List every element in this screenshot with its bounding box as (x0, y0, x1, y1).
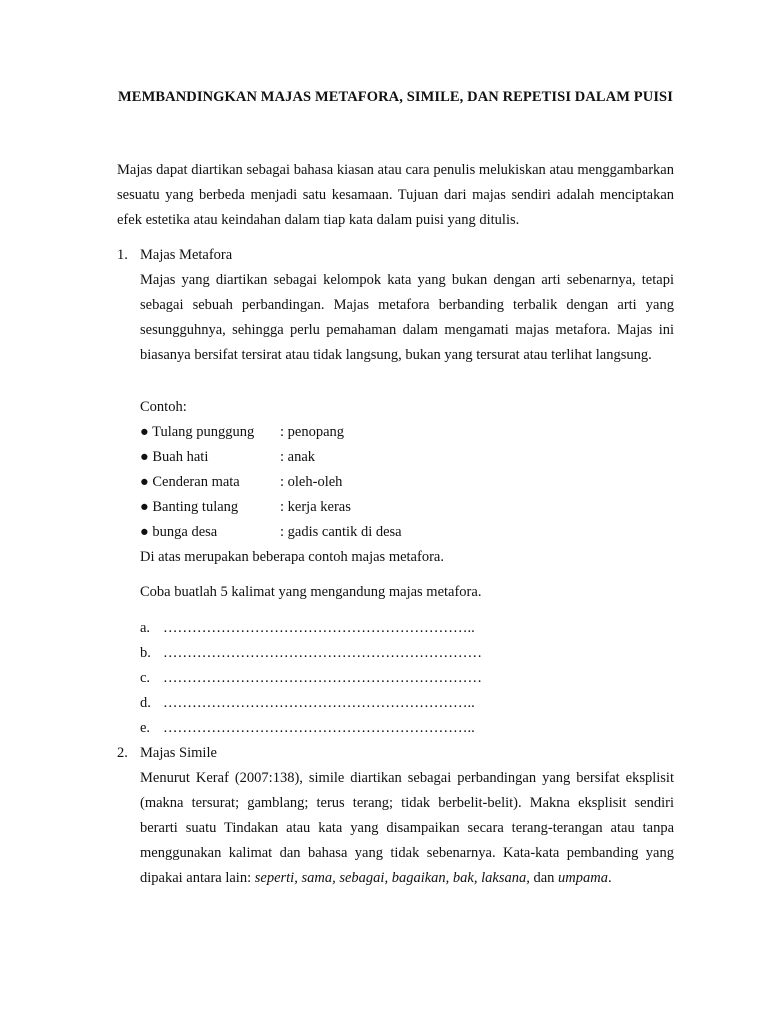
example-row (140, 470, 342, 495)
section-2-body (140, 766, 674, 891)
document-title: MEMBANDINGKAN MAJAS METAFORA, SIMILE, DAN REPETISI DALAM PUISI (118, 89, 673, 105)
answer-dots: ……………………………………………………….. (163, 695, 475, 711)
answer-dots: ……………………………………………………….. (163, 720, 475, 736)
example-meaning: : anak (280, 449, 316, 465)
example-term: ● bunga desa (140, 524, 218, 540)
section-1-title: Majas Metafora (140, 247, 233, 263)
answer-line (140, 616, 475, 641)
section-1-heading (117, 243, 232, 268)
section-2-body-text: Menurut Keraf (2007:138), simile diartikan sebagai perbandingan yang bersifat eksplisit (makna tersurat; gamblang; terus terang; tidak berbelit-belit). Makna eksplisit sendiri berarti suatu Tindakan atau kata yang disampaikan secara terang-terangan atau tanpa menggunakan kalimat dan bahasa yang tidak sebenarnya. Kata-kata pembanding yang dipakai antara lain: (140, 770, 674, 886)
answer-label: a. (140, 620, 151, 636)
answer-line (140, 666, 482, 691)
comparison-word: seperti, (254, 870, 298, 886)
section-2-heading (117, 741, 217, 766)
answer-label: c. (140, 670, 151, 686)
example-term: ● Cenderan mata (140, 474, 240, 490)
example-meaning: : kerja keras (280, 499, 351, 515)
section-1-number: 1. (117, 247, 128, 263)
conjunction: dan (533, 870, 555, 886)
example-meaning: : penopang (280, 424, 345, 440)
example-term: ● Tulang punggung (140, 424, 255, 440)
answer-label: d. (140, 695, 151, 711)
comparison-word: bak, (452, 870, 478, 886)
example-meaning: : gadis cantik di desa (280, 524, 402, 540)
comparison-word: umpama (558, 870, 608, 886)
answer-line (140, 716, 475, 741)
section-1-body: Majas yang diartikan sebagai kelompok kata yang bukan dengan arti sebenarnya, tetapi sebagai sebuah perbandingan. Majas metafora berbanding terbalik dengan arti yang sesungguhnya, sehingga perlu pemahaman dalam mengamati majas metafora. Majas ini biasanya bersifat tersirat atau tidak langsung, bukan yang tersurat atau terlihat langsung. (140, 272, 674, 363)
answer-label: b. (140, 645, 151, 661)
answer-dots: ……………………………………………………….. (163, 620, 475, 636)
contoh-label: Contoh: (140, 399, 187, 415)
example-term: ● Buah hati (140, 449, 209, 465)
example-row (140, 520, 402, 545)
example-meaning: : oleh-oleh (280, 474, 343, 490)
comparison-word: bagaikan, (391, 870, 450, 886)
sentence-end: . (607, 870, 612, 886)
section-2-title: Majas Simile (140, 745, 217, 761)
answer-line (140, 691, 475, 716)
example-row (140, 420, 344, 445)
answer-dots: ………………………………………………………… (163, 645, 482, 661)
example-row (140, 495, 351, 520)
intro-paragraph: Majas dapat diartikan sebagai bahasa kiasan atau cara penulis melukiskan atau menggambarkan sesuatu yang berbeda menjadi satu kesamaan. Tujuan dari majas sendiri adalah menciptakan efek estetika atau keindahan dalam tiap kata dalam puisi yang ditulis. (117, 162, 674, 228)
comparison-word: sama, (301, 870, 336, 886)
examples-closing: Di atas merupakan beberapa contoh majas metafora. (140, 549, 444, 565)
example-row (140, 445, 315, 470)
comparison-word: sebagai, (339, 870, 389, 886)
exercise-instruction: Coba buatlah 5 kalimat yang mengandung majas metafora. (140, 584, 482, 600)
comparison-word: laksana, (481, 870, 530, 886)
answer-label: e. (140, 720, 151, 736)
answer-dots: ………………………………………………………… (163, 670, 482, 686)
answer-line (140, 641, 482, 666)
example-term: ● Banting tulang (140, 499, 239, 515)
section-2-number: 2. (117, 745, 128, 761)
